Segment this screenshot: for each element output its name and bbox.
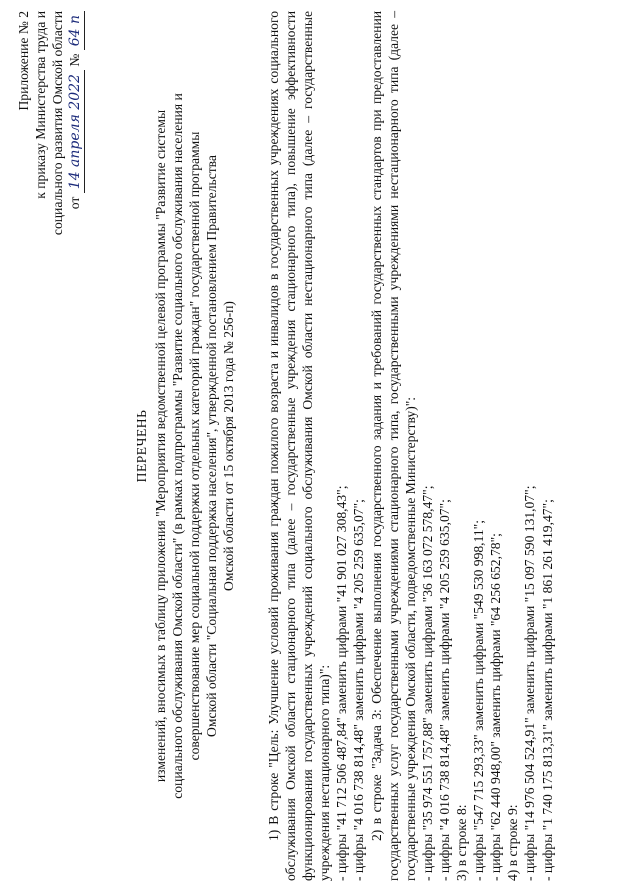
item-3-change-b: - цифры "62 440 948,00" заменить цифрами "64 256 652,78"; (488, 533, 504, 881)
document-title: ПЕРЕЧЕНЬ (134, 409, 149, 483)
item-3-change-a: - цифры "547 715 293,33" заменить цифрами "549 530 998,11"; (471, 520, 487, 881)
subtitle-line: Омской области "Социальная поддержка населения", утвержденной постановлением Правительства (204, 155, 220, 737)
number-prefix: № (67, 53, 83, 67)
subtitle-line: совершенствование мер социальной поддержки отдельных категорий граждан" государственной программы (187, 131, 203, 761)
item-2-change-b: - цифры "4 016 738 814,48" заменить цифрами "4 205 259 635,07"; (436, 499, 452, 881)
item-1-change-b: - цифры "4 016 738 814,48" заменить цифрами "4 205 259 635,07"; (351, 499, 367, 881)
item-2-text: 2) в строке "Задача 3: Обеспечение выполнения государственного задания и требований государственных стандартов при предоставлении государственных услуг государственными учреждениями стационарного типа, государственными учреждениями нестационарного типа (далее – государственные учреждения Омской области, подведомственные Министерству)": (368, 11, 418, 881)
appendix-block (15, 11, 85, 311)
document-body (265, 11, 556, 881)
subtitle-line: изменений, вносимых в таблицу приложения "Мероприятия ведомственной целевой программы "Развитие системы (153, 109, 169, 783)
appendix-date-line (66, 11, 85, 311)
item-2-change-a: - цифры "35 974 551 757,88" заменить цифрами "36 163 072 578,47"; (419, 485, 435, 881)
handwritten-date: 14 апреля 2022 (67, 70, 85, 193)
item-1-change-a: - цифры "41 712 506 487,84" заменить цифрами "41 901 027 308,43"; (334, 485, 350, 881)
appendix-title: Приложение № 2 (16, 11, 31, 111)
rotated-sheet (15, 11, 625, 881)
item-4-change-b: - цифры "1 740 175 813,31" заменить цифрами "1 861 261 419,47"; (539, 499, 555, 881)
date-prefix: от (67, 196, 83, 210)
item-1-text: 1) В строке "Цель: Улучшение условий проживания граждан пожилого возраста и инвалидов в государственных учреждениях социального обслуживания Омской области стационарного типа (далее – государственные учреждения стационарного типа), повышение эффективности функционирования государственных учреждений социального обслуживания Омской области нестационарного типа (далее – государственные учреждения нестационарного типа)": (266, 11, 333, 881)
item-4-change-a: - цифры "14 976 504 524,91" заменить цифрами "15 097 590 131,07"; (522, 485, 538, 881)
item-4-text: 4) в строке 9: (505, 804, 521, 881)
document-subtitle (152, 11, 237, 881)
item-3-text: 3) в строке 8: (454, 804, 470, 881)
subtitle-line: социального обслуживания Омской области" (в рамках подпрограммы "Развитие социального обслуживания населения и (170, 93, 186, 799)
appendix-ministry-line: социального развития Омской области (50, 11, 66, 236)
handwritten-number: 64 п (67, 11, 85, 50)
subtitle-line: Омской области от 15 октября 2013 года № 256-п) (221, 301, 237, 591)
appendix-order-line: к приказу Министерства труда и (33, 11, 49, 199)
title-block (133, 11, 238, 881)
